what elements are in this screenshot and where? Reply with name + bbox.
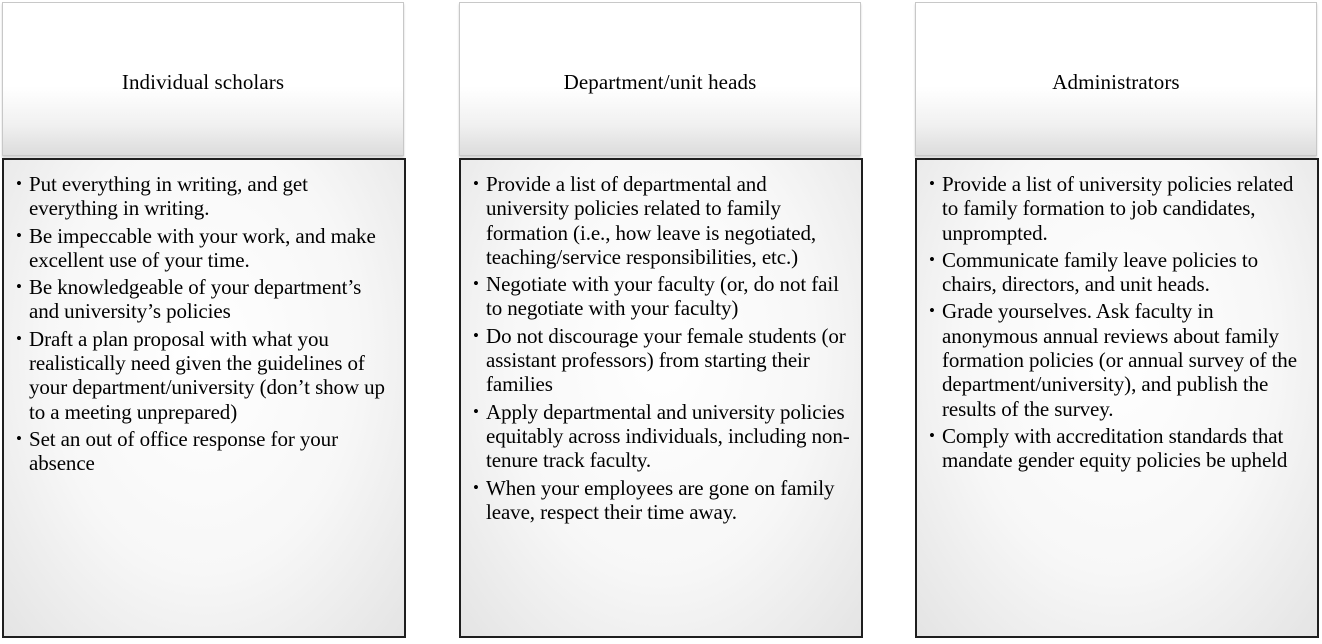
list-item — [473, 400, 853, 473]
list-item-text: Grade yourselves. Ask faculty in anonymous annual reviews about family formation policies (or annual survey of the department/university), and publish the results of the survey. — [942, 299, 1297, 421]
bullet-icon: • — [929, 174, 935, 193]
list-item-text: Apply departmental and university policies equitably across individuals, including non-tenure track faculty. — [486, 399, 850, 473]
list-item-text: Provide a list of departmental and university policies related to family formation (i.e., how leave is negotiated, teaching/service responsibilities, etc.) — [486, 172, 817, 269]
list-item — [16, 224, 396, 273]
column-body — [2, 158, 406, 638]
column-title: Individual scholars — [121, 70, 285, 94]
bullet-icon: • — [929, 249, 935, 269]
column-title: Administrators — [1052, 70, 1180, 94]
list-item — [473, 272, 853, 321]
bullet-icon: • — [16, 174, 22, 193]
bullet-icon: • — [929, 301, 935, 321]
list-item-text: Communicate family leave policies to chairs, directors, and unit heads. — [942, 247, 1258, 297]
list-item — [473, 324, 853, 397]
list-item — [473, 476, 853, 525]
column-header — [2, 2, 404, 156]
bullet-icon: • — [16, 277, 22, 297]
list-item — [16, 427, 396, 476]
list-item — [929, 172, 1309, 245]
recommendation-list — [16, 172, 396, 476]
bullet-icon: • — [16, 328, 22, 348]
list-item-text: Put everything in writing, and get everything in writing. — [29, 172, 308, 221]
list-item — [929, 299, 1309, 420]
list-item — [16, 275, 396, 324]
list-item-text: Negotiate with your faculty (or, do not fail to negotiate with your faculty) — [486, 272, 839, 321]
list-item — [473, 172, 853, 269]
recommendation-list — [473, 172, 853, 524]
bullet-icon: • — [16, 225, 22, 245]
list-item-text: When your employees are gone on family leave, respect their time away. — [486, 475, 835, 524]
list-item-text: Set an out of office response for your absence — [29, 426, 338, 476]
list-item-text: Do not discourage your female students (or assistant professors) from starting their families — [486, 323, 846, 397]
list-item — [16, 327, 396, 424]
column-header — [915, 2, 1317, 156]
bullet-icon: • — [473, 274, 479, 294]
column-header — [459, 2, 861, 156]
list-item — [929, 424, 1309, 473]
column-title: Department/unit heads — [563, 70, 757, 94]
list-item-text: Draft a plan proposal with what you realistically need given the guidelines of your department/university (don’t show up to a meeting unprepared) — [29, 326, 385, 424]
column-body — [459, 158, 863, 638]
list-item-text: Provide a list of university policies related to family formation to job candidates, unprompted. — [942, 172, 1294, 245]
bullet-icon: • — [16, 428, 22, 448]
column-body — [915, 158, 1319, 638]
bullet-icon: • — [929, 425, 935, 445]
list-item-text: Comply with accreditation standards that mandate gender equity policies be upheld — [942, 423, 1288, 473]
list-item-text: Be impeccable with your work, and make excellent use of your time. — [29, 223, 376, 272]
bullet-icon: • — [473, 477, 479, 497]
list-item — [929, 248, 1309, 297]
bullet-icon: • — [473, 174, 479, 193]
bullet-icon: • — [473, 401, 479, 421]
bullet-icon: • — [473, 325, 479, 345]
list-item-text: Be knowledgeable of your department’s and university’s policies — [29, 275, 362, 324]
list-item — [16, 172, 396, 221]
recommendation-list — [929, 172, 1309, 473]
